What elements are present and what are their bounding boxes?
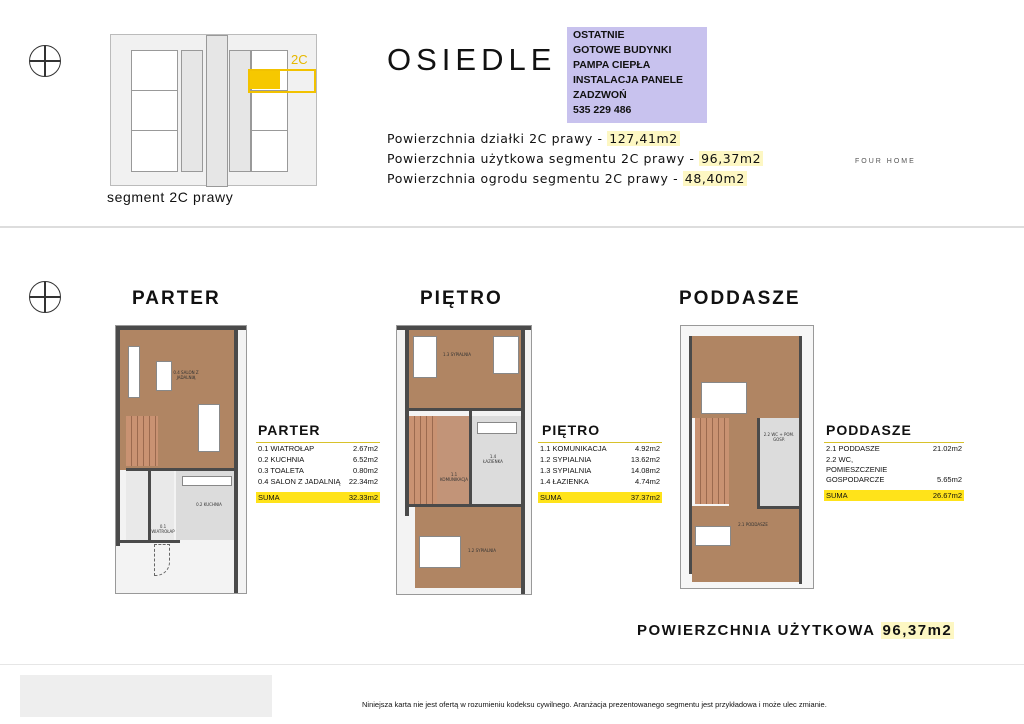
room-area: 5.65m2 <box>936 475 962 484</box>
table-sum-row <box>538 492 662 503</box>
room-label: 2.2 WC + POM. GOSP. <box>763 432 795 442</box>
area-table-parter <box>256 442 380 503</box>
table-row <box>824 443 964 454</box>
room-area: 21.02m2 <box>932 444 962 453</box>
total-usable-area <box>637 622 954 639</box>
room-name: 1.2 SYPIALNIA <box>540 455 592 464</box>
sum-value: 26.67m2 <box>932 491 962 500</box>
total-label: POWIERZCHNIA UŻYTKOWA <box>637 622 875 639</box>
segment-label: segment 2C prawy <box>107 189 234 205</box>
room-name: 0.4 SALON Z JADALNIĄ <box>258 477 341 486</box>
level-title-parter: PARTER <box>132 288 221 309</box>
sum-label: SUMA <box>540 493 562 502</box>
table-row <box>538 454 662 465</box>
page-title: OSIEDLE <box>387 42 557 77</box>
compass-icon <box>29 45 61 77</box>
floor-plan-parter <box>115 325 247 594</box>
room-name: 1.1 KOMUNIKACJA <box>540 444 607 453</box>
table-row <box>256 465 380 476</box>
footer-blank-box <box>20 675 272 717</box>
room-area: 14.08m2 <box>630 466 660 475</box>
table-row <box>256 454 380 465</box>
table-title-poddasze: PODDASZE <box>826 422 912 438</box>
sum-value: 37.37m2 <box>630 493 660 502</box>
site-plan <box>110 34 317 186</box>
table-row <box>538 476 662 487</box>
table-row <box>538 465 662 476</box>
area-table-pietro <box>538 442 662 503</box>
room-name: 2.2 WC, POMIESZCZENIE GOSPODARCZE <box>826 455 888 484</box>
room-name: 0.3 TOALETA <box>258 466 304 475</box>
table-row <box>824 454 964 485</box>
room-label: 1.4 ŁAZIENKA <box>483 454 503 464</box>
room-name: 0.1 WIATROŁAP <box>258 444 315 453</box>
floor-plan-pietro <box>396 325 532 595</box>
table-sum-row <box>256 492 380 503</box>
info-label: Powierzchnia działki 2C prawy - <box>387 131 608 146</box>
sticker-phone: 535 229 486 <box>573 104 632 116</box>
info-value: 127,41m2 <box>609 131 678 146</box>
area-table-poddasze <box>824 442 964 501</box>
room-label: 0.1 WIATROŁAP <box>151 524 175 534</box>
table-sum-row <box>824 490 964 501</box>
room-name: 1.4 ŁAZIENKA <box>540 477 589 486</box>
sticker-line: INSTALACJA PANELE <box>573 74 684 86</box>
room-name: 1.3 SYPIALNIA <box>540 466 592 475</box>
footer-divider <box>0 664 1024 665</box>
sum-label: SUMA <box>258 493 280 502</box>
room-area: 2.67m2 <box>352 444 378 453</box>
footer-disclaimer: Niniejsza karta nie jest ofertą w rozumieniu kodeksu cywilnego. Aranżacja prezentowanego segmentu jest przykładowa i może ulec zmianie. <box>362 700 827 709</box>
room-area: 4.92m2 <box>634 444 660 453</box>
total-value: 96,37m2 <box>882 622 953 639</box>
info-plot-area <box>387 131 680 146</box>
room-area: 22.34m2 <box>348 477 378 486</box>
sticker-line: GOTOWE BUDYNKI <box>573 44 672 56</box>
compass-icon <box>29 281 61 313</box>
room-area: 6.52m2 <box>352 455 378 464</box>
table-row <box>538 443 662 454</box>
sticker-line: ZADZWOŃ <box>573 89 627 101</box>
info-value: 48,40m2 <box>684 171 745 186</box>
room-label: 0.4 SALON Z JADALNIĄ <box>173 370 199 380</box>
info-garden-area <box>387 171 747 186</box>
info-label: Powierzchnia użytkowa segmentu 2C prawy - <box>387 151 700 166</box>
table-title-parter: PARTER <box>258 422 321 438</box>
room-label: 0.2 KUCHNIA <box>196 502 222 507</box>
room-name: 2.1 PODDASZE <box>826 444 880 453</box>
room-area: 0.80m2 <box>352 466 378 475</box>
segment-highlight-label: 2C <box>291 52 308 67</box>
floor-plan-poddasze <box>680 325 814 589</box>
room-name: 0.2 KUCHNIA <box>258 455 305 464</box>
table-row <box>256 443 380 454</box>
level-title-pietro: PIĘTRO <box>420 288 503 309</box>
table-title-pietro: PIĘTRO <box>542 422 601 438</box>
section-divider <box>0 226 1024 228</box>
sum-label: SUMA <box>826 491 848 500</box>
table-row <box>256 476 380 487</box>
info-label: Powierzchnia ogrodu segmentu 2C prawy - <box>387 171 683 186</box>
promo-sticker <box>567 27 707 123</box>
room-label: 2.1 PODDASZE <box>738 522 768 527</box>
sticker-line: PAMPA CIEPŁA <box>573 59 651 71</box>
room-label: 1.3 SYPIALNIA <box>442 352 472 357</box>
room-area: 4.74m2 <box>634 477 660 486</box>
room-label: 1.2 SYPIALNIA <box>467 548 497 553</box>
sticker-line: OSTATNIE <box>573 29 625 41</box>
room-label: 1.1 KOMUNIKACJA <box>440 472 468 482</box>
info-usable-area <box>387 151 763 166</box>
brand-label: FOUR HOME <box>855 158 916 165</box>
room-area: 13.62m2 <box>630 455 660 464</box>
level-title-poddasze: PODDASZE <box>679 288 801 309</box>
sum-value: 32.33m2 <box>348 493 378 502</box>
info-value: 96,37m2 <box>701 151 762 166</box>
